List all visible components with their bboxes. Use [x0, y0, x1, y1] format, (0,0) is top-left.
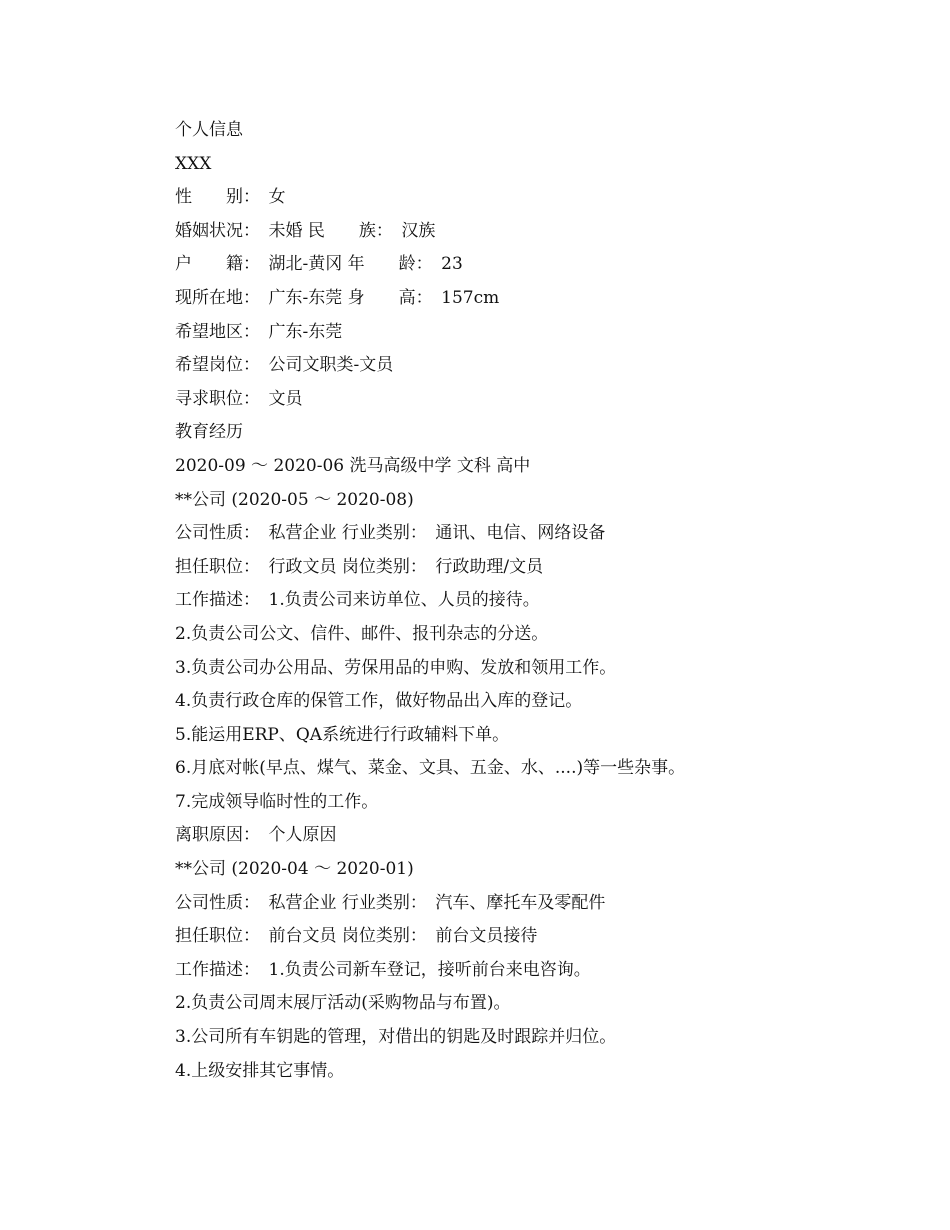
- job1-nature-line: 公司性质： 私营企业 行业类别： 通讯、电信、网络设备: [175, 523, 606, 544]
- marital-ethnicity-line: 婚姻状况： 未婚 民 族： 汉族: [175, 220, 436, 241]
- job1-duty-line: 2.负责公司公文、信件、邮件、报刊杂志的分送。: [175, 623, 549, 644]
- job1-duty-line: 4.负责行政仓库的保管工作，做好物品出入库的登记。: [175, 691, 583, 712]
- job-sought-line: 寻求职位： 文员: [175, 388, 303, 409]
- job1-company-line: **公司 (2020-05 ～ 2020-08): [175, 489, 414, 510]
- job2-position-line: 担任职位： 前台文员 岗位类别： 前台文员接待: [175, 926, 538, 947]
- desired-region-line: 希望地区： 广东-东莞: [175, 321, 343, 342]
- job2-duty-line: 工作描述： 1.负责公司新车登记，接听前台来电咨询。: [175, 959, 591, 980]
- gender-line: 性 别： 女: [175, 187, 286, 208]
- education-entry: 2020-09 ～ 2020-06 洗马高级中学 文科 高中: [175, 455, 531, 476]
- job1-leaving-reason-line: 离职原因： 个人原因: [175, 825, 337, 846]
- job2-duty-line: 2.负责公司周末展厅活动(采购物品与布置)。: [175, 993, 511, 1014]
- job2-nature-line: 公司性质： 私营企业 行业类别： 汽车、摩托车及零配件: [175, 892, 606, 913]
- hometown-age-line: 户 籍： 湖北-黄冈 年 龄： 23: [175, 254, 463, 275]
- job1-position-line: 担任职位： 行政文员 岗位类别： 行政助理/文员: [175, 556, 544, 577]
- job1-duty-line: 7.完成领导临时性的工作。: [175, 791, 379, 812]
- section-heading-education: 教育经历: [175, 422, 243, 443]
- job2-duty-line: 4.上级安排其它事情。: [175, 1060, 345, 1081]
- location-height-line: 现所在地： 广东-东莞 身 高： 157cm: [175, 287, 500, 308]
- name-line: XXX: [175, 153, 212, 174]
- desired-post-line: 希望岗位： 公司文职类-文员: [175, 355, 394, 376]
- job1-duty-line: 3.负责公司办公用品、劳保用品的申购、发放和领用工作。: [175, 657, 617, 678]
- job1-duty-line: 6.月底对帐(早点、煤气、菜金、文具、五金、水、....)等一些杂事。: [175, 758, 686, 779]
- job2-duty-line: 3.公司所有车钥匙的管理，对借出的钥匙及时跟踪并归位。: [175, 1027, 617, 1048]
- resume-text: [175, 114, 895, 1088]
- job1-duty-line: 5.能运用ERP、QA系统进行行政辅料下单。: [175, 724, 510, 745]
- job1-duty-line: 工作描述： 1.负责公司来访单位、人员的接待。: [175, 590, 540, 611]
- section-heading-personal-info: 个人信息: [175, 120, 243, 140]
- job2-company-line: **公司 (2020-04 ～ 2020-01): [175, 859, 414, 880]
